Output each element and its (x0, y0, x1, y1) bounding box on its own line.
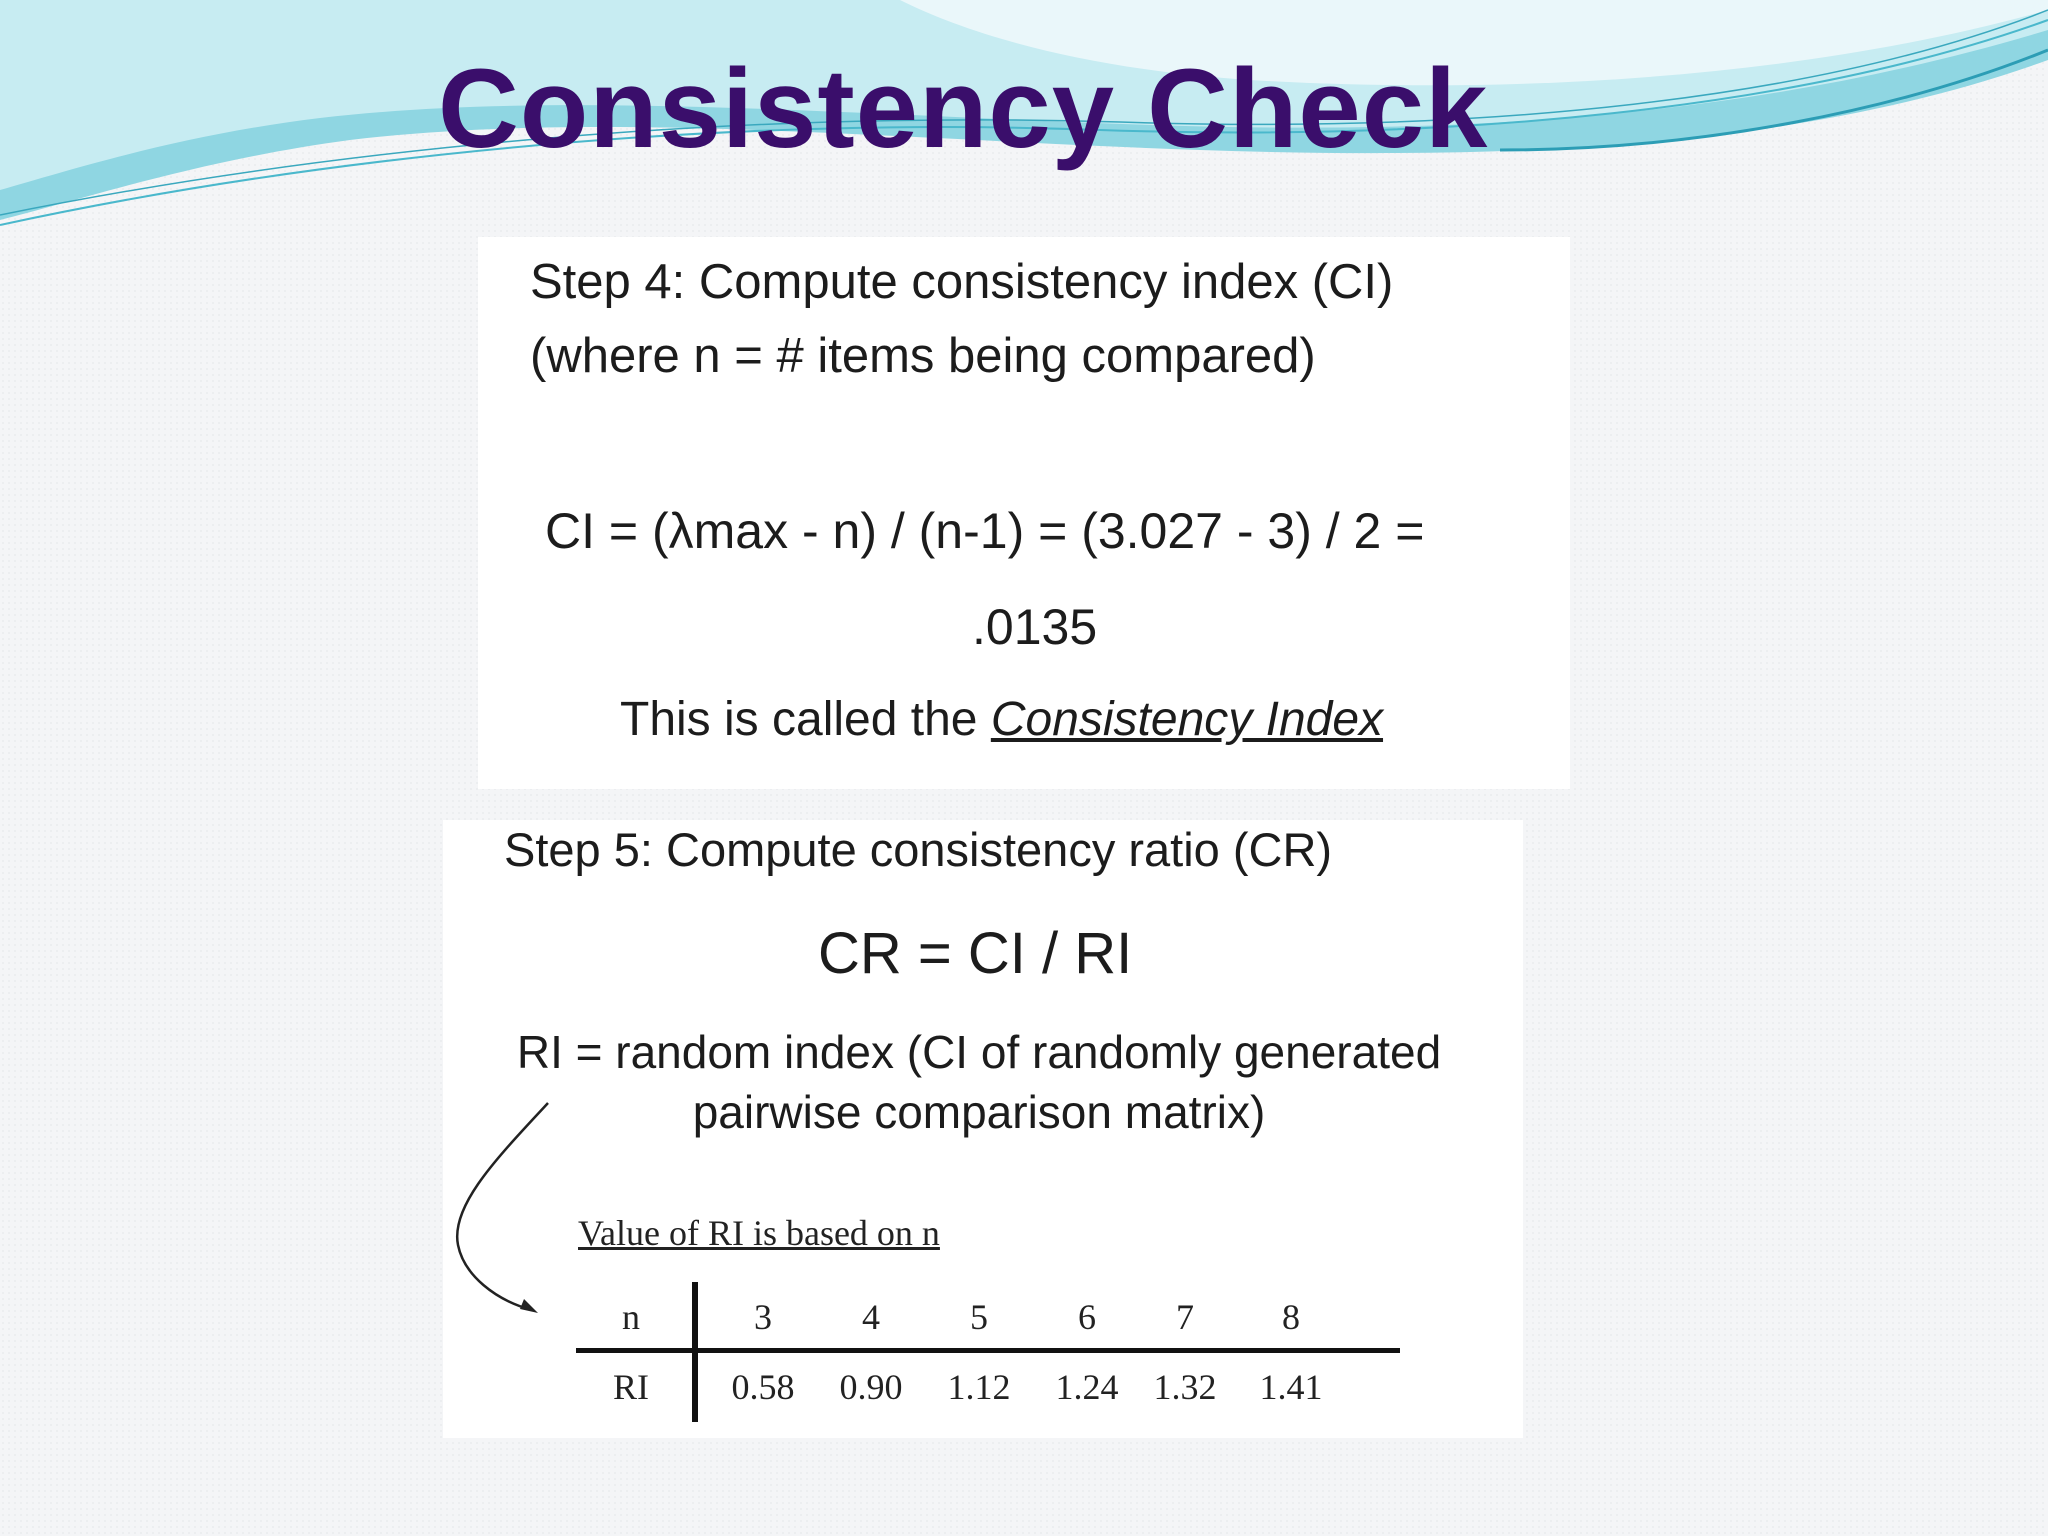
ci-result: .0135 (972, 599, 1098, 655)
table-horizontal-rule (576, 1348, 1400, 1353)
curved-arrow-icon (440, 1095, 560, 1325)
n-cell: 3 (754, 1297, 772, 1337)
step4-note: (where n = # items being compared) (530, 329, 1316, 383)
ri-cell: 0.90 (839, 1367, 903, 1407)
slide-title: Consistency Check (438, 46, 1489, 171)
n-cell: 7 (1176, 1297, 1194, 1337)
step4-heading: Step 4: Compute consistency index (CI) (530, 255, 1394, 309)
table-vertical-rule (692, 1282, 698, 1422)
ri-cell: 0.58 (731, 1367, 795, 1407)
n-cell: 4 (862, 1297, 880, 1337)
cr-formula: CR = CI / RI (818, 921, 1133, 986)
row-header-ri: RI (613, 1367, 649, 1407)
row-header-n: n (622, 1297, 640, 1337)
ci-caption (620, 692, 1383, 747)
n-cell: 5 (970, 1297, 988, 1337)
ci-formula: CI = (λmax - n) / (n-1) = (3.027 - 3) / 2 = (545, 503, 1425, 559)
ri-cell: 1.12 (947, 1367, 1011, 1407)
step5-heading: Step 5: Compute consistency ratio (CR) (504, 823, 1333, 876)
ri-table-caption: Value of RI is based on n (578, 1213, 940, 1253)
n-cell: 6 (1078, 1297, 1096, 1337)
ri-cell: 1.32 (1153, 1367, 1217, 1407)
ri-table (576, 1282, 1400, 1422)
ci-caption-term: Consistency Index (990, 693, 1384, 746)
ri-cell: 1.41 (1259, 1367, 1323, 1407)
ci-caption-prefix: This is called the (620, 693, 991, 746)
n-cell: 8 (1282, 1297, 1300, 1337)
ri-definition: RI = random index (CI of randomly generated pairwise comparison matrix) (516, 1026, 1442, 1138)
ri-cell: 1.24 (1055, 1367, 1119, 1407)
